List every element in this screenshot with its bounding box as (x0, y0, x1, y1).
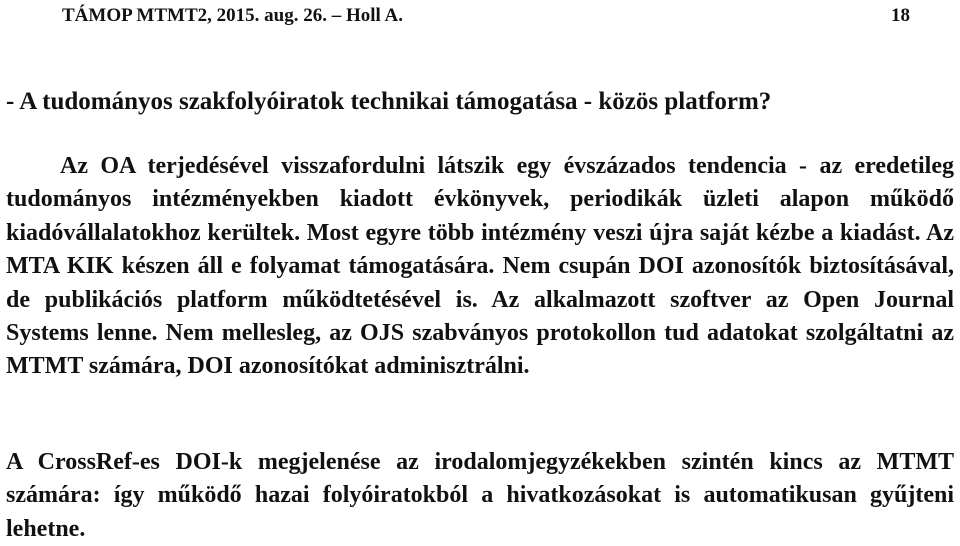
paragraph-crossref: A CrossRef-es DOI-k megjelenése az irodalomjegyzékekben szintén kincs az MTMT számára: így működő hazai folyóiratokból a hivatkozásokat is automatikusan gyűjteni lehetne. (6, 449, 954, 542)
page-number: 18 (891, 5, 910, 26)
header-citation: TÁMOP MTMT2, 2015. aug. 26. – Holl A. (62, 5, 403, 26)
section-title: - A tudományos szakfolyóiratok technikai támogatása - közös platform? (6, 88, 772, 115)
body-text (6, 150, 954, 542)
paragraph-oa-trend: Az OA terjedésével visszafordulni látszik egy évszázados tendencia - az eredetileg tudományos intézményekben kiadott évkönyvek, periodikák üzleti alapon működő kiadóvállalatokhoz kerültek. Most egyre több intézmény veszi újra saját kézbe a kiadást. Az MTA KIK készen áll e folyamat támogatására. Nem csupán DOI azonosítók biztosításával, de publikációs platform működtetésével is. Az alkalmazott szoftver az Open Journal Systems lenne. Nem mellesleg, az OJS szabványos protokollon tud adatokat szolgáltatni az MTMT számára, DOI azonosítókat adminisztrálni. (6, 153, 954, 380)
